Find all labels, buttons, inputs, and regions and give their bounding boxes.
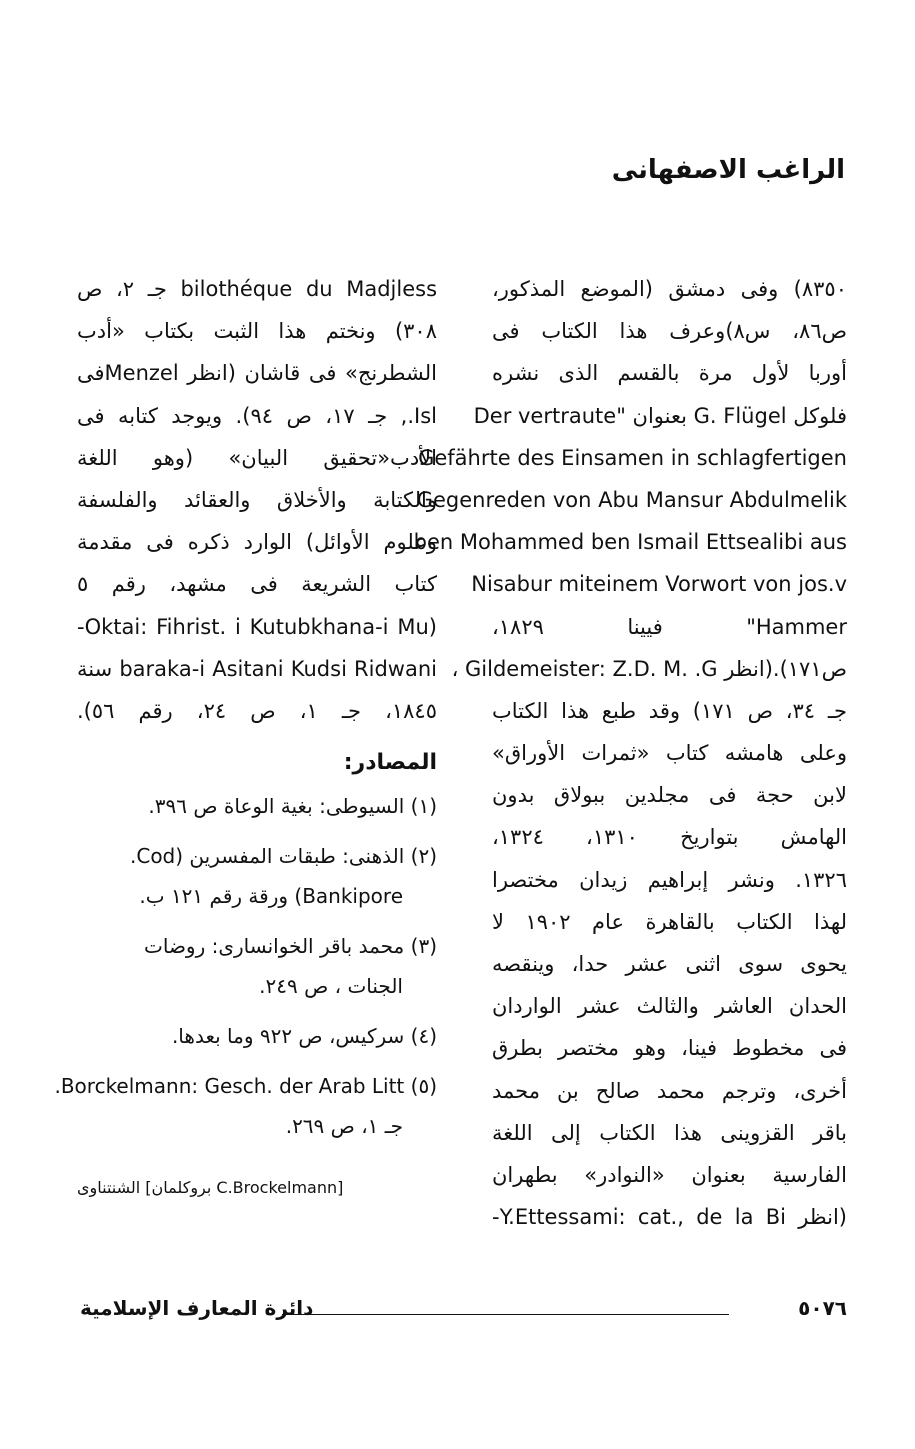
text-line: ben Mohammed ben Ismail Ettsealibi aus — [413, 530, 847, 555]
source-line: (٤) سركيس، ص ٩٢٢ وما بعدها. — [171, 1024, 437, 1049]
source-item — [77, 836, 437, 916]
text-line: ١٨٤٥، جـ ١، ص ٢٤، رقم ٥٦). — [77, 698, 437, 723]
text-line: أخرى، وترجم محمد صالح بن محمد — [492, 1078, 847, 1103]
text-line: ص٨٦، س٨)وعرف هذا الكتاب فى — [492, 319, 847, 344]
text-line: ٨٣٥٠) وفى دمشق (الموضع المذكور، — [492, 277, 847, 301]
text-line: الفارسية بعنوان «النوادر» بطهران — [492, 1162, 847, 1187]
text-line: ٣٠٨) ونختم هذا الثبت بكتاب «أدب — [77, 319, 437, 344]
text-line: الشطرنج» فى قاشان (انظر Menzelفى — [77, 361, 437, 386]
text-line: كتاب الشريعة فى مشهد، رقم ٥ — [77, 572, 437, 597]
text-line: bilothéque du Madjless جـ ٢، ص — [77, 277, 438, 301]
source-line: (٣) محمد باقر الخوانسارى: روضات — [144, 934, 437, 959]
text-line: (انظر Y.Ettessami: cat., de la Bi- — [492, 1205, 847, 1230]
source-line: (٢) الذهنى: طبقات المفسرين (Cod. — [130, 844, 437, 869]
text-line: ص١٧١).(انظر Gildemeister: Z.D. M. .G ، — [451, 656, 847, 681]
text-line: (Oktai: Fihrist. i Kutubkhana-i Mu- — [77, 614, 437, 639]
text-line: Gegenreden von Abu Mansur Abdulmelik — [416, 487, 847, 512]
footer-rule — [282, 1314, 729, 1315]
page-number: ٥٠٧٦ — [798, 1296, 847, 1320]
text-line: فلوكل G. Flügel بعنوان "Der vertraute — [473, 403, 847, 428]
text-line: جـ ٣٤، ص ١٧١) وقد طبع هذا الكتاب — [492, 698, 847, 723]
text-line: الهامش بتواريخ ١٣١٠، ١٣٢٤، — [492, 825, 848, 850]
text-line: يحوى سوى اثنى عشر حدا، وينقصه — [492, 952, 847, 976]
author-signature: الشنتناوى [بروكلمان C.Brockelmann] — [77, 1178, 344, 1198]
source-line: جـ ١، ص ٢٦٩. — [285, 1114, 403, 1139]
text-line: ١٣٢٦. ونشر إبراهيم زيدان مختصرا — [492, 867, 847, 892]
text-line: الحدان العاشر والثالث عشر الواردان — [492, 994, 847, 1019]
source-item — [77, 1016, 437, 1056]
left-text-column — [54, 268, 438, 1198]
text-line: لهذا الكتاب بالقاهرة عام ١٩٠٢ لا — [492, 909, 847, 934]
text-line: وعلوم الأوائل) الوارد ذكره فى مقدمة — [77, 530, 437, 555]
publication-name: دائرة المعارف الإسلامية — [80, 1296, 314, 1320]
source-item — [77, 926, 437, 1006]
text-line: Nisabur miteinem Vorwort von jos.v — [471, 572, 847, 597]
text-line: Hammer" فيينا ١٨٢٩، — [492, 614, 847, 639]
text-line: أوربا لأول مرة بالقسم الذى نشره — [492, 361, 847, 386]
sources-list — [54, 786, 437, 1156]
running-header: الراغب الاصفهانى — [611, 155, 845, 185]
text-line: baraka-i Asitani Kudsi Ridwani سنة — [77, 656, 437, 681]
source-item — [77, 786, 437, 826]
source-line: Bankipore) ورقة رقم ١٢١ ب. — [139, 884, 403, 909]
text-line: باقر القزوينى هذا الكتاب إلى اللغة — [492, 1120, 847, 1145]
page-footer — [60, 1296, 847, 1330]
text-line: والكتابة والأخلاق والعقائد والفلسفة — [77, 487, 437, 512]
sources-heading: المصادر: — [343, 750, 437, 776]
right-text-column — [413, 268, 848, 1238]
text-line: الأدب«تحقيق البيان» (وهو اللغة — [77, 445, 437, 470]
text-line: وعلى هامشه كتاب «ثمرات الأوراق» — [492, 741, 847, 766]
source-line: (١) السيوطى: بغية الوعاة ص ٣٩٦. — [148, 794, 437, 819]
text-line: فى مخطوط فينا، وهو مختصر بطرق — [492, 1036, 847, 1061]
text-line: لابن حجة فى مجلدين ببولاق بدون — [492, 783, 847, 808]
source-line: الجنات ، ص ٢٤٩. — [259, 974, 403, 999]
text-line: Gefährte des Einsamen in schlagfertigen — [418, 445, 847, 470]
source-line: (٥) Borckelmann: Gesch. der Arab Litt. — [54, 1074, 437, 1099]
text-line: Isl., جـ ١٧، ص ٩٤). ويوجد كتابه فى — [77, 403, 437, 428]
source-item — [54, 1066, 437, 1146]
